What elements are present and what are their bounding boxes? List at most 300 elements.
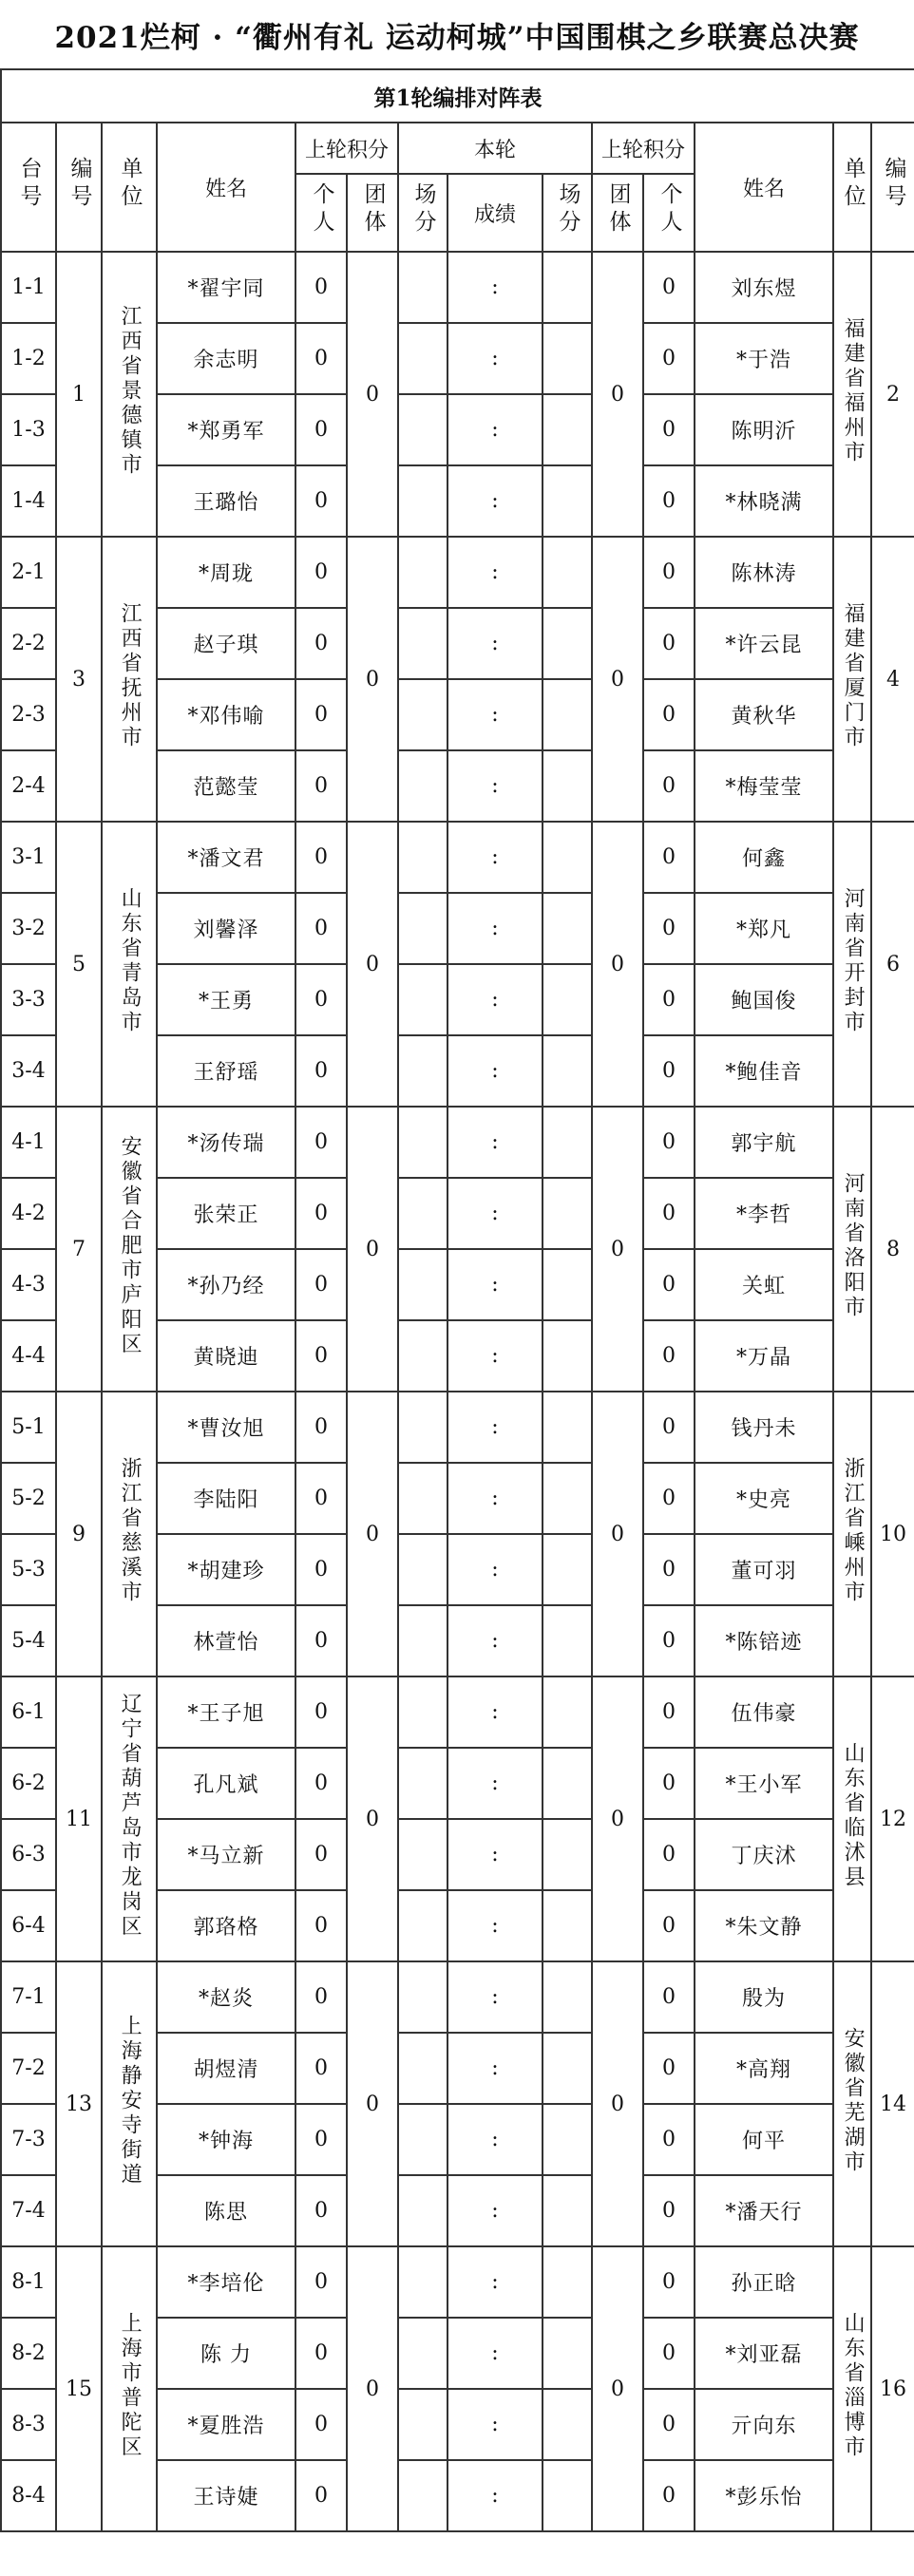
- left-seq-no: 9: [56, 1392, 102, 1676]
- left-seq-no: 11: [56, 1676, 102, 1961]
- right-player-name: *许云昆: [695, 608, 833, 679]
- left-unit: 江西省景德镇市: [102, 252, 157, 537]
- right-player-name: 丁庆沭: [695, 1819, 833, 1890]
- table-number: 8-1: [1, 2246, 56, 2318]
- right-player-name: 鲍国俊: [695, 964, 833, 1035]
- left-player-name: 孔凡斌: [157, 1748, 295, 1819]
- right-player-name: *万晶: [695, 1320, 833, 1392]
- left-individual-score: 0: [295, 1107, 347, 1178]
- right-match-points: [543, 750, 592, 822]
- table-row: [1, 1961, 914, 2033]
- left-player-name: 余志明: [157, 323, 295, 394]
- left-seq-no: 15: [56, 2246, 102, 2531]
- left-individual-score: 0: [295, 1178, 347, 1249]
- left-individual-score: 0: [295, 323, 347, 394]
- left-match-points: [398, 537, 447, 608]
- right-individual-score: 0: [643, 1107, 695, 1178]
- right-match-points: [543, 1676, 592, 1748]
- right-individual-score: 0: [643, 1605, 695, 1676]
- left-match-points: [398, 964, 447, 1035]
- left-unit: 山东省青岛市: [102, 822, 157, 1107]
- left-match-points: [398, 750, 447, 822]
- result-cell: :: [447, 2175, 543, 2246]
- result-cell: :: [447, 537, 543, 608]
- header-match-pts-right: 场分: [543, 174, 592, 252]
- left-unit: 浙江省慈溪市: [102, 1392, 157, 1676]
- right-team-score: 0: [592, 1392, 643, 1676]
- right-player-name: *史亮: [695, 1463, 833, 1534]
- right-player-name: *鲍佳音: [695, 1035, 833, 1107]
- right-player-name: *王小军: [695, 1748, 833, 1819]
- left-match-points: [398, 465, 447, 537]
- left-individual-score: 0: [295, 1035, 347, 1107]
- left-individual-score: 0: [295, 2318, 347, 2389]
- result-cell: :: [447, 2246, 543, 2318]
- table-row: [1, 822, 914, 893]
- table-number: 7-4: [1, 2175, 56, 2246]
- right-individual-score: 0: [643, 2318, 695, 2389]
- right-player-name: 伍伟豪: [695, 1676, 833, 1748]
- table-row: [1, 1676, 914, 1748]
- result-cell: :: [447, 1819, 543, 1890]
- left-individual-score: 0: [295, 2104, 347, 2175]
- left-individual-score: 0: [295, 1463, 347, 1534]
- right-unit: 河南省开封市: [833, 822, 871, 1107]
- table-row: [1, 537, 914, 608]
- table-number: 4-2: [1, 1178, 56, 1249]
- left-match-points: [398, 1961, 447, 2033]
- header-prev-score-left: 上轮积分: [295, 123, 398, 174]
- result-cell: :: [447, 2389, 543, 2460]
- left-unit: 安徽省合肥市庐阳区: [102, 1107, 157, 1392]
- left-team-score: 0: [347, 2246, 398, 2531]
- left-individual-score: 0: [295, 465, 347, 537]
- right-match-points: [543, 2318, 592, 2389]
- right-player-name: *潘天行: [695, 2175, 833, 2246]
- left-individual-score: 0: [295, 1890, 347, 1961]
- left-individual-score: 0: [295, 1392, 347, 1463]
- left-player-name: 张荣正: [157, 1178, 295, 1249]
- left-individual-score: 0: [295, 2175, 347, 2246]
- left-individual-score: 0: [295, 1534, 347, 1605]
- left-individual-score: 0: [295, 1320, 347, 1392]
- left-match-points: [398, 1819, 447, 1890]
- right-match-points: [543, 822, 592, 893]
- left-player-name: *汤传瑞: [157, 1107, 295, 1178]
- table-number: 2-1: [1, 537, 56, 608]
- right-match-points: [543, 1392, 592, 1463]
- result-cell: :: [447, 1605, 543, 1676]
- left-individual-score: 0: [295, 2460, 347, 2531]
- result-cell: :: [447, 1534, 543, 1605]
- left-seq-no: 1: [56, 252, 102, 537]
- left-individual-score: 0: [295, 750, 347, 822]
- left-player-name: 王璐怡: [157, 465, 295, 537]
- left-individual-score: 0: [295, 252, 347, 323]
- table-number: 5-4: [1, 1605, 56, 1676]
- right-unit: 安徽省芜湖市: [833, 1961, 871, 2246]
- left-team-score: 0: [347, 537, 398, 822]
- table-number: 5-3: [1, 1534, 56, 1605]
- result-cell: :: [447, 1676, 543, 1748]
- header-seq-no-left: 编号: [56, 123, 102, 252]
- left-match-points: [398, 2460, 447, 2531]
- right-match-points: [543, 679, 592, 750]
- right-seq-no: 14: [871, 1961, 914, 2246]
- right-unit: 山东省淄博市: [833, 2246, 871, 2531]
- page-title: 2021烂柯 · “衢州有礼 运动柯城”中国围棋之乡联赛总决赛: [54, 20, 860, 55]
- result-cell: :: [447, 750, 543, 822]
- right-individual-score: 0: [643, 2246, 695, 2318]
- table-number: 1-3: [1, 394, 56, 465]
- right-match-points: [543, 1819, 592, 1890]
- table-number: 6-2: [1, 1748, 56, 1819]
- table-number: 2-4: [1, 750, 56, 822]
- table-row: [1, 2246, 914, 2318]
- right-individual-score: 0: [643, 465, 695, 537]
- left-team-score: 0: [347, 1676, 398, 1961]
- result-cell: :: [447, 1392, 543, 1463]
- left-player-name: *钟海: [157, 2104, 295, 2175]
- left-player-name: 陈 力: [157, 2318, 295, 2389]
- table-number: 1-2: [1, 323, 56, 394]
- left-unit: 辽宁省葫芦岛市龙岗区: [102, 1676, 157, 1961]
- right-seq-no: 2: [871, 252, 914, 537]
- table-number: 4-4: [1, 1320, 56, 1392]
- left-player-name: *马立新: [157, 1819, 295, 1890]
- table-number: 1-1: [1, 252, 56, 323]
- right-individual-score: 0: [643, 323, 695, 394]
- left-player-name: *翟宇同: [157, 252, 295, 323]
- left-match-points: [398, 822, 447, 893]
- left-match-points: [398, 252, 447, 323]
- right-team-score: 0: [592, 1107, 643, 1392]
- left-match-points: [398, 1890, 447, 1961]
- left-individual-score: 0: [295, 2246, 347, 2318]
- left-player-name: *郑勇军: [157, 394, 295, 465]
- left-player-name: *李培伦: [157, 2246, 295, 2318]
- right-player-name: *梅莹莹: [695, 750, 833, 822]
- left-team-score: 0: [347, 822, 398, 1107]
- right-individual-score: 0: [643, 1463, 695, 1534]
- right-match-points: [543, 2460, 592, 2531]
- table-number: 6-4: [1, 1890, 56, 1961]
- table-number: 7-2: [1, 2033, 56, 2104]
- table-number: 7-3: [1, 2104, 56, 2175]
- left-match-points: [398, 2389, 447, 2460]
- right-player-name: 孙正晗: [695, 2246, 833, 2318]
- left-player-name: *潘文君: [157, 822, 295, 893]
- right-match-points: [543, 2175, 592, 2246]
- header-unit-left: 单位: [102, 123, 157, 252]
- right-individual-score: 0: [643, 1320, 695, 1392]
- left-player-name: *王子旭: [157, 1676, 295, 1748]
- result-cell: :: [447, 1178, 543, 1249]
- right-individual-score: 0: [643, 1035, 695, 1107]
- right-player-name: 何鑫: [695, 822, 833, 893]
- right-match-points: [543, 1249, 592, 1320]
- right-individual-score: 0: [643, 1534, 695, 1605]
- right-player-name: *李哲: [695, 1178, 833, 1249]
- left-team-score: 0: [347, 1107, 398, 1392]
- right-match-points: [543, 2033, 592, 2104]
- table-number: 3-4: [1, 1035, 56, 1107]
- right-match-points: [543, 1107, 592, 1178]
- table-number: 6-1: [1, 1676, 56, 1748]
- left-team-score: 0: [347, 252, 398, 537]
- right-unit: 山东省临沭县: [833, 1676, 871, 1961]
- right-individual-score: 0: [643, 394, 695, 465]
- right-seq-no: 16: [871, 2246, 914, 2531]
- right-player-name: *林晓满: [695, 465, 833, 537]
- table-number: 1-4: [1, 465, 56, 537]
- right-unit: 福建省厦门市: [833, 537, 871, 822]
- right-individual-score: 0: [643, 537, 695, 608]
- left-match-points: [398, 2104, 447, 2175]
- left-unit: 上海市普陀区: [102, 2246, 157, 2531]
- left-match-points: [398, 1463, 447, 1534]
- left-match-points: [398, 1035, 447, 1107]
- left-player-name: 胡煜清: [157, 2033, 295, 2104]
- header-team-left: 团体: [347, 174, 398, 252]
- left-player-name: 范懿莹: [157, 750, 295, 822]
- left-team-score: 0: [347, 1961, 398, 2246]
- right-player-name: *刘亚磊: [695, 2318, 833, 2389]
- table-number: 5-2: [1, 1463, 56, 1534]
- left-player-name: 赵子琪: [157, 608, 295, 679]
- right-individual-score: 0: [643, 822, 695, 893]
- left-player-name: 李陆阳: [157, 1463, 295, 1534]
- result-cell: :: [447, 323, 543, 394]
- right-individual-score: 0: [643, 964, 695, 1035]
- header-seq-no-right: 编号: [871, 123, 914, 252]
- left-match-points: [398, 2318, 447, 2389]
- right-player-name: *高翔: [695, 2033, 833, 2104]
- right-match-points: [543, 465, 592, 537]
- right-player-name: *于浩: [695, 323, 833, 394]
- left-player-name: 林萱怡: [157, 1605, 295, 1676]
- header-individual-right: 个人: [643, 174, 695, 252]
- right-player-name: 陈明沂: [695, 394, 833, 465]
- right-match-points: [543, 1961, 592, 2033]
- left-match-points: [398, 1534, 447, 1605]
- right-team-score: 0: [592, 2246, 643, 2531]
- left-individual-score: 0: [295, 1819, 347, 1890]
- left-player-name: 王舒瑶: [157, 1035, 295, 1107]
- left-player-name: 陈思: [157, 2175, 295, 2246]
- pairing-table: [0, 68, 914, 2532]
- right-player-name: 郭宇航: [695, 1107, 833, 1178]
- left-seq-no: 7: [56, 1107, 102, 1392]
- left-match-points: [398, 2175, 447, 2246]
- table-number: 6-3: [1, 1819, 56, 1890]
- table-number: 2-3: [1, 679, 56, 750]
- right-match-points: [543, 2389, 592, 2460]
- table-number: 3-1: [1, 822, 56, 893]
- left-individual-score: 0: [295, 893, 347, 964]
- left-individual-score: 0: [295, 1748, 347, 1819]
- left-individual-score: 0: [295, 608, 347, 679]
- result-cell: :: [447, 252, 543, 323]
- left-match-points: [398, 1178, 447, 1249]
- right-team-score: 0: [592, 252, 643, 537]
- right-individual-score: 0: [643, 1249, 695, 1320]
- left-match-points: [398, 1748, 447, 1819]
- right-match-points: [543, 1320, 592, 1392]
- table-row: [1, 1107, 914, 1178]
- left-unit: 江西省抚州市: [102, 537, 157, 822]
- right-individual-score: 0: [643, 608, 695, 679]
- right-match-points: [543, 1748, 592, 1819]
- table-number: 4-3: [1, 1249, 56, 1320]
- header-unit-right: 单位: [833, 123, 871, 252]
- right-team-score: 0: [592, 537, 643, 822]
- right-seq-no: 6: [871, 822, 914, 1107]
- left-match-points: [398, 394, 447, 465]
- right-player-name: 关虹: [695, 1249, 833, 1320]
- right-match-points: [543, 964, 592, 1035]
- right-individual-score: 0: [643, 893, 695, 964]
- left-player-name: *邓伟喻: [157, 679, 295, 750]
- left-match-points: [398, 1249, 447, 1320]
- header-team-right: 团体: [592, 174, 643, 252]
- result-cell: :: [447, 893, 543, 964]
- right-seq-no: 4: [871, 537, 914, 822]
- right-individual-score: 0: [643, 2389, 695, 2460]
- left-individual-score: 0: [295, 1676, 347, 1748]
- right-match-points: [543, 394, 592, 465]
- right-individual-score: 0: [643, 1748, 695, 1819]
- right-match-points: [543, 2104, 592, 2175]
- table-number: 8-2: [1, 2318, 56, 2389]
- right-individual-score: 0: [643, 1890, 695, 1961]
- left-player-name: *夏胜浩: [157, 2389, 295, 2460]
- right-match-points: [543, 537, 592, 608]
- right-match-points: [543, 893, 592, 964]
- left-team-score: 0: [347, 1392, 398, 1676]
- right-match-points: [543, 323, 592, 394]
- left-individual-score: 0: [295, 1249, 347, 1320]
- right-individual-score: 0: [643, 1178, 695, 1249]
- right-seq-no: 12: [871, 1676, 914, 1961]
- header-name-right: 姓名: [695, 123, 833, 252]
- table-number: 5-1: [1, 1392, 56, 1463]
- left-player-name: *曹汝旭: [157, 1392, 295, 1463]
- right-individual-score: 0: [643, 1819, 695, 1890]
- result-cell: :: [447, 465, 543, 537]
- left-match-points: [398, 1392, 447, 1463]
- right-match-points: [543, 608, 592, 679]
- right-match-points: [543, 1605, 592, 1676]
- left-player-name: 郭珞格: [157, 1890, 295, 1961]
- right-individual-score: 0: [643, 750, 695, 822]
- table-row: [1, 1392, 914, 1463]
- left-player-name: *王勇: [157, 964, 295, 1035]
- right-player-name: *陈锫迹: [695, 1605, 833, 1676]
- right-unit: 浙江省嵊州市: [833, 1392, 871, 1676]
- right-player-name: *郑凡: [695, 893, 833, 964]
- left-individual-score: 0: [295, 822, 347, 893]
- header-this-round: 本轮: [398, 123, 592, 174]
- right-individual-score: 0: [643, 252, 695, 323]
- result-cell: :: [447, 1249, 543, 1320]
- left-match-points: [398, 1676, 447, 1748]
- left-player-name: *胡建珍: [157, 1534, 295, 1605]
- left-player-name: 刘馨泽: [157, 893, 295, 964]
- right-match-points: [543, 1890, 592, 1961]
- right-individual-score: 0: [643, 1961, 695, 2033]
- header-table-no: 台号: [1, 123, 56, 252]
- header-match-pts-left: 场分: [398, 174, 447, 252]
- right-player-name: *朱文静: [695, 1890, 833, 1961]
- left-individual-score: 0: [295, 964, 347, 1035]
- left-individual-score: 0: [295, 537, 347, 608]
- right-unit: 福建省福州市: [833, 252, 871, 537]
- right-seq-no: 8: [871, 1107, 914, 1392]
- left-seq-no: 13: [56, 1961, 102, 2246]
- result-cell: :: [447, 822, 543, 893]
- right-player-name: 殷为: [695, 1961, 833, 2033]
- left-player-name: 黄晓迪: [157, 1320, 295, 1392]
- result-cell: :: [447, 1463, 543, 1534]
- header-name-left: 姓名: [157, 123, 295, 252]
- right-player-name: 陈林涛: [695, 537, 833, 608]
- result-cell: :: [447, 1035, 543, 1107]
- right-player-name: 亓向东: [695, 2389, 833, 2460]
- header-result: 成绩: [447, 174, 543, 252]
- right-individual-score: 0: [643, 2175, 695, 2246]
- right-match-points: [543, 2246, 592, 2318]
- table-number: 3-3: [1, 964, 56, 1035]
- result-cell: :: [447, 1107, 543, 1178]
- left-individual-score: 0: [295, 2389, 347, 2460]
- result-cell: :: [447, 1890, 543, 1961]
- right-team-score: 0: [592, 822, 643, 1107]
- right-unit: 河南省洛阳市: [833, 1107, 871, 1392]
- left-match-points: [398, 1605, 447, 1676]
- right-player-name: 刘东煜: [695, 252, 833, 323]
- result-cell: :: [447, 394, 543, 465]
- right-match-points: [543, 1534, 592, 1605]
- left-individual-score: 0: [295, 394, 347, 465]
- right-player-name: 何平: [695, 2104, 833, 2175]
- right-individual-score: 0: [643, 1392, 695, 1463]
- left-match-points: [398, 1320, 447, 1392]
- result-cell: :: [447, 2460, 543, 2531]
- right-player-name: 钱丹未: [695, 1392, 833, 1463]
- right-individual-score: 0: [643, 2033, 695, 2104]
- left-match-points: [398, 2246, 447, 2318]
- result-cell: :: [447, 1748, 543, 1819]
- right-individual-score: 0: [643, 2460, 695, 2531]
- right-player-name: 董可羽: [695, 1534, 833, 1605]
- right-player-name: *彭乐怡: [695, 2460, 833, 2531]
- right-individual-score: 0: [643, 1676, 695, 1748]
- header-prev-score-right: 上轮积分: [592, 123, 695, 174]
- table-number: 4-1: [1, 1107, 56, 1178]
- header-individual-left: 个人: [295, 174, 347, 252]
- result-cell: :: [447, 608, 543, 679]
- right-seq-no: 10: [871, 1392, 914, 1676]
- right-individual-score: 0: [643, 679, 695, 750]
- left-match-points: [398, 608, 447, 679]
- result-cell: :: [447, 2033, 543, 2104]
- table-subtitle: 第1轮编排对阵表: [1, 69, 914, 123]
- left-individual-score: 0: [295, 2033, 347, 2104]
- table-number: 2-2: [1, 608, 56, 679]
- table-number: 7-1: [1, 1961, 56, 2033]
- right-match-points: [543, 252, 592, 323]
